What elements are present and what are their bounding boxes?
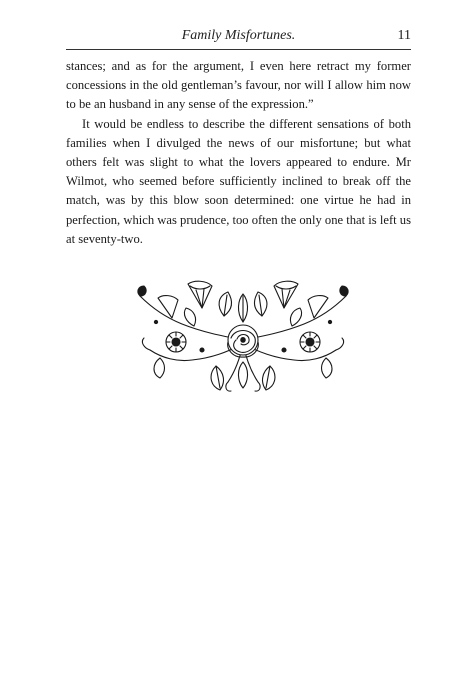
running-title: Family Misfortunes. — [181, 28, 296, 43]
right-daisy — [300, 332, 320, 352]
page-number: 11 — [397, 28, 411, 43]
paragraph: It would be endless to describe the different sensations of both families when I divulged the news of our misfortune; but what others felt was slight to what the lovers appeared to endure. Mr Wilmot, who seemed before sufficiently inclined to break off the match, was by this blow soon determined: one virtue he had in perfection, which was prudence, too often the only one that is left us at seventy-two. — [66, 116, 411, 246]
running-head — [66, 26, 411, 48]
header-rule — [66, 49, 411, 50]
center-rose — [228, 325, 259, 357]
floral-vignette-icon — [132, 278, 354, 396]
body-text — [66, 57, 411, 249]
left-daisy — [166, 332, 186, 352]
paragraph-continued: stances; and as for the argument, I even here retract my former concessions in the old gentleman’s favour, nor will I allow him now to be an husband in any sense of the expression.” — [66, 59, 411, 112]
